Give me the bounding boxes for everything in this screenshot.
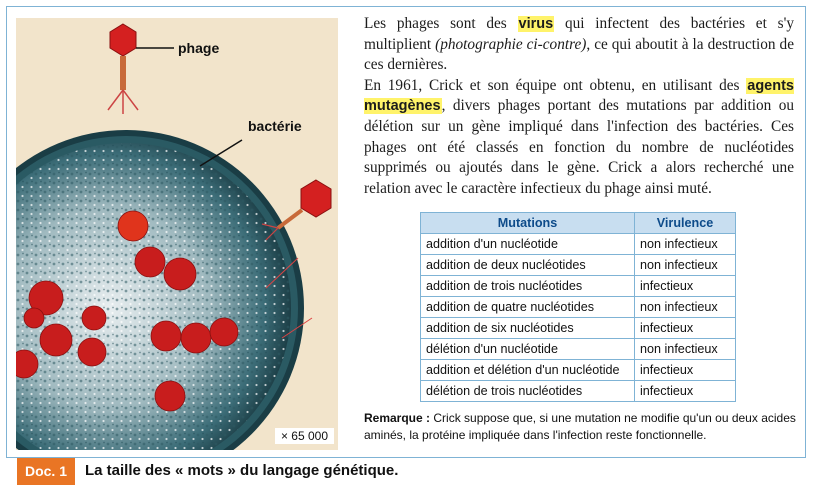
mutation-cell: addition de quatre nucléotides [421, 297, 635, 318]
p1-text-c: , ce qui aboutit à la destruction de ces dernières. [364, 35, 794, 74]
keyword-virus: virus [518, 16, 554, 32]
table-row [421, 255, 736, 276]
doc-badge: Doc. 1 [17, 458, 75, 485]
micrograph-photo [16, 18, 338, 450]
mutation-cell: addition de six nucléotides [421, 318, 635, 339]
virulence-cell: infectieux [635, 381, 736, 402]
paragraph-2 [364, 76, 794, 200]
bacteria-label: bactérie [248, 118, 302, 134]
p1-text-a: Les phages sont des [364, 15, 518, 32]
table-row [421, 297, 736, 318]
phage-label: phage [178, 40, 220, 56]
virulence-cell: non infectieux [635, 255, 736, 276]
mutation-cell: délétion de trois nucléotides [421, 381, 635, 402]
table-row [421, 276, 736, 297]
mutation-cell: addition de trois nucléotides [421, 276, 635, 297]
table-header-row [421, 213, 736, 234]
virulence-cell: infectieux [635, 276, 736, 297]
remark-note [364, 410, 800, 444]
mutations-table [420, 212, 736, 402]
table-row [421, 381, 736, 402]
magnification-label: × 65 000 [275, 428, 334, 444]
virulence-cell: infectieux [635, 360, 736, 381]
table-row [421, 234, 736, 255]
mutation-cell: délétion d'un nucléotide [421, 339, 635, 360]
table-row [421, 360, 736, 381]
keyword-agents-mutagenes: agents mutagènes [364, 77, 794, 115]
p2-text-a: En 1961, Crick et son équipe ont obtenu, en utilisant des [364, 76, 747, 94]
virulence-cell: non infectieux [635, 297, 736, 318]
remark-text: Crick suppose que, si une mutation ne modifie qu'un ou deux acides aminés, la protéine impliquée dans l'infection reste fonctionnelle. [364, 411, 796, 442]
virulence-cell: non infectieux [635, 234, 736, 255]
p1-text-b: qui infectent des bactéries et s'y multiplient [364, 15, 794, 53]
p1-italic: (photographie ci-contre) [435, 35, 587, 53]
mutation-cell: addition de deux nucléotides [421, 255, 635, 276]
mutation-cell: addition d'un nucléotide [421, 234, 635, 255]
p2-text-b: , divers phages portant des mutations par addition ou délétion sur un gène impliqué dans l'infection des bactéries. Ces phages ont été classés en fonction du nombre de nucléotides supprimés ou ajoutés dans le gène. Crick a alors recherché une relation avec le caractère infectieux du phage ainsi muté. [364, 97, 794, 197]
body-text [364, 14, 794, 199]
table-row [421, 339, 736, 360]
document-caption: La taille des « mots » du langage génétique. [85, 462, 399, 479]
micrograph-illustration [16, 18, 338, 450]
header-mutations: Mutations [421, 213, 635, 234]
table-row [421, 318, 736, 339]
mutation-cell: addition et délétion d'un nucléotide [421, 360, 635, 381]
remark-label: Remarque : [364, 411, 431, 425]
header-virulence: Virulence [635, 213, 736, 234]
virulence-cell: infectieux [635, 318, 736, 339]
virulence-cell: non infectieux [635, 339, 736, 360]
paragraph-1 [364, 14, 794, 76]
